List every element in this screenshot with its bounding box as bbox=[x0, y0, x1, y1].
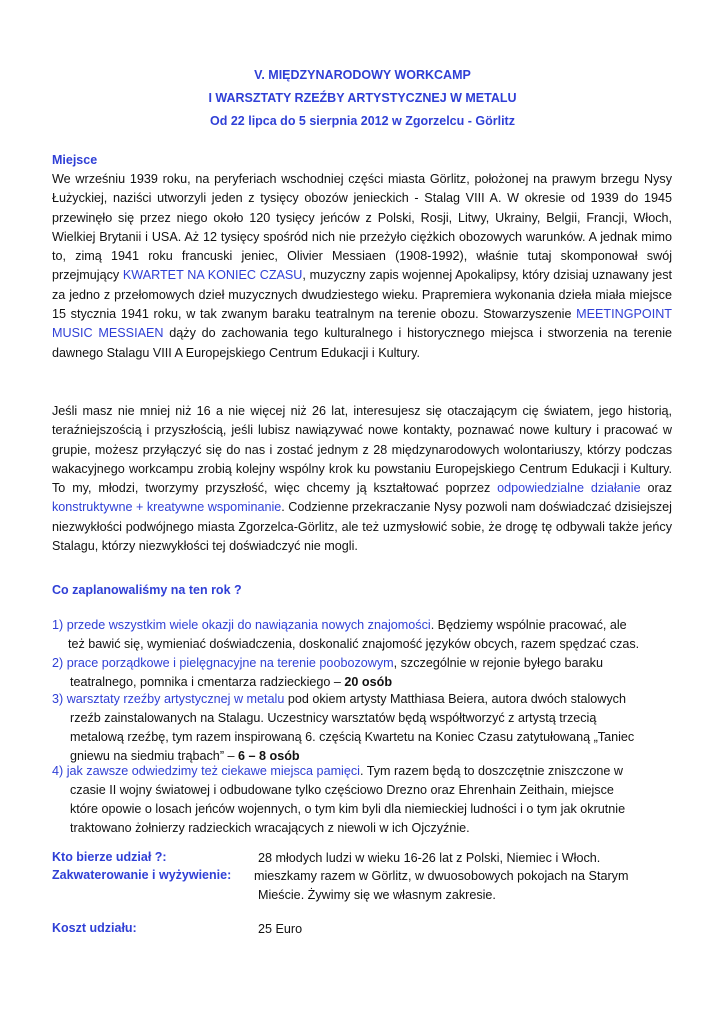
plan-item-4-line-4: traktowano żołnierzy radzieckich wracających z niewoli w ich Ojczyźnie. bbox=[70, 821, 470, 835]
miejsce-text-b: , muzyczny zapis wojennej Apokalipsy, który dzisiaj uznawany jest za jedno z przełomowych dzieł muzycznych dwudziestego wieku. Prapremiera wykonania dzieła miała miejsce 15 stycznia 1941 roku, w tak zwanym baraku teatralnym na terenie obozu. Stowarzyszenie bbox=[52, 268, 672, 322]
title-line-3: Od 22 lipca do 5 sierpnia 2012 w Zgorzelcu - Görlitz bbox=[210, 114, 515, 128]
plan-item-2-highlight: 2) prace porządkowe i pielęgnacyjne na terenie poobozowym bbox=[52, 656, 394, 670]
plan-item-4-line-3: które opowie o losach jeńców wojennych, o tym kim byli dla niemieckiej ludności i o tym jak okrutnie bbox=[70, 802, 626, 816]
paragraph-intro bbox=[52, 402, 672, 556]
plan-item-4-rest: . Tym razem będą to doszczętnie zniszczone w bbox=[359, 764, 623, 778]
plan-item-3-line-2: rzeźb zainstalowanych na Stalagu. Uczestnicy warsztatów będą współtworzyć z artystą trzecią bbox=[70, 711, 597, 725]
paragraph-miejsce bbox=[52, 170, 672, 363]
link-meetingpoint[interactable]: MEETINGPOINT MUSIC MESSIAEN bbox=[52, 307, 672, 341]
info-value-accommodation-1: mieszkamy razem w Görlitz, w dwuosobowych pokojach na Starym bbox=[254, 869, 629, 883]
miejsce-text-c: dąży do zachowania tego kulturalnego i historycznego miejsca i stworzenia na terenie dawnego Stalagu VIII A Europejskiego Centrum Edukacji i Kultury. bbox=[52, 326, 672, 360]
plan-item-2 bbox=[52, 654, 677, 692]
plan-item-1-rest: . Będziemy wspólnie pracować, ale bbox=[430, 618, 627, 632]
plan-item-3-line-3: metalową rzeźbę, tym razem inspirowaną 6. częścią Kwartetu na Koniec Czasu zatytułowaną „Taniec bbox=[70, 730, 635, 744]
link-kwartet[interactable]: KWARTET NA KONIEC CZASU bbox=[122, 268, 303, 283]
plan-item-3-rest: pod okiem artysty Matthiasa Beiera, autora dwóch stalowych bbox=[284, 692, 626, 706]
info-label-participants: Kto bierze udział ?: bbox=[52, 850, 167, 864]
plan-item-4 bbox=[52, 762, 677, 838]
miejsce-text-a: We wrześniu 1939 roku, na peryferiach wschodniej części miasta Görlitz, położonej na prawym brzegu Nysy Łużyckiej, naziści utworzyli jeden z tysięcy obozów jenieckich - Stalag VIII A. W okresie od 1939 do 1945 przewinęło się przez niego około 120 tysięcy jeńców z Polski, Rosji, Litwy, Ukrainy, Belgii, Francji, Włoch, Wielkiej Brytanii i USA. Aż 12 tysięcy spośród nich nie przeżyło ciężkich obozowych warunków. A jednak mimo to, zimą 1941 roku francuski jeniec, Olivier Messiaen (1908-1992), właśnie tutaj skomponował swój przejmujący bbox=[52, 172, 672, 283]
title-line-1: V. MIĘDZYNARODOWY WORKCAMP bbox=[254, 68, 471, 82]
plan-item-1 bbox=[52, 616, 677, 654]
plan-item-2-count: 20 osób bbox=[344, 675, 393, 689]
plan-item-1-highlight: 1) przede wszystkim wiele okazji do nawiązania nowych znajomości bbox=[52, 618, 431, 632]
plan-item-1-line-2: też bawić się, wymieniać doświadczenia, doskonalić znajomość języków obcych, razem spędzać czas. bbox=[68, 637, 640, 651]
intro-blue-1: odpowiedzialne działanie bbox=[497, 481, 641, 496]
section-heading-plan: Co zaplanowaliśmy na ten rok ? bbox=[52, 583, 242, 597]
plan-item-2-line-2-text: teatralnego, pomnika i cmentarza radzieckiego – bbox=[70, 675, 345, 689]
section-heading-miejsce: Miejsce bbox=[52, 153, 98, 167]
info-label-cost: Koszt udziału: bbox=[52, 921, 137, 935]
info-label-accommodation: Zakwaterowanie i wyżywienie: bbox=[52, 868, 232, 882]
intro-text-c: . Codzienne przekraczanie Nysy pozwoli nam doświadczać dzisiejszej niezwykłości podwójnego miasta Zgorzelca-Görlitz, ale też uzmysłowić sobie, że drogę tę odbywali także jeńcy Stalagu, którzy niezwykłości tej doświadczyć nie mogli. bbox=[52, 500, 672, 554]
plan-item-4-highlight: 4) jak zawsze odwiedzimy też ciekawe miejsca pamięci bbox=[52, 764, 360, 778]
info-value-cost: 25 Euro bbox=[258, 922, 303, 936]
info-value-accommodation-2: Mieście. Żywimy się we własnym zakresie. bbox=[258, 888, 496, 902]
intro-text-a: Jeśli masz nie mniej niż 16 a nie więcej niż 26 lat, interesujesz się otaczającym cię światem, jego historią, teraźniejszością i przyszłością, jeśli lubisz nawiązywać nowe kontakty, poznawać nowe kultury i pracować w grupie, możesz przyłączyć się do nas i zostać jednym z 28 międzynarodowych wolontariuszy, którzy podczas wakacyjnego workcampu zrobią kolejny wspólny krok ku powstaniu Europejskiego Centrum Edukacji i Kultury. To my, młodzi, tworzymy przyszłość, więc chcemy ją kształtować poprzez bbox=[52, 404, 672, 496]
plan-item-3-line-4-text: gniewu na siedmiu trąbach” – bbox=[70, 749, 239, 763]
intro-blue-2: konstruktywne + kreatywne wspominanie bbox=[52, 500, 282, 515]
plan-item-4-line-2: czasie II wojny światowej i odbudowane tylko częściowo Drezno oraz Ehrenhain Zeithain, miejsce bbox=[70, 783, 614, 797]
info-value-participants: 28 młodych ludzi w wieku 16-26 lat z Polski, Niemiec i Włoch. bbox=[258, 851, 601, 865]
plan-item-3-highlight: 3) warsztaty rzeźby artystycznej w metalu bbox=[52, 692, 285, 706]
title-line-2: I WARSZTATY RZEŹBY ARTYSTYCZNEJ W METALU bbox=[208, 91, 517, 105]
plan-item-3 bbox=[52, 690, 677, 766]
plan-item-3-count: 6 – 8 osób bbox=[238, 749, 300, 763]
intro-text-b: oraz bbox=[640, 481, 672, 496]
plan-item-2-rest: , szczególnie w rejonie byłego baraku bbox=[393, 656, 603, 670]
